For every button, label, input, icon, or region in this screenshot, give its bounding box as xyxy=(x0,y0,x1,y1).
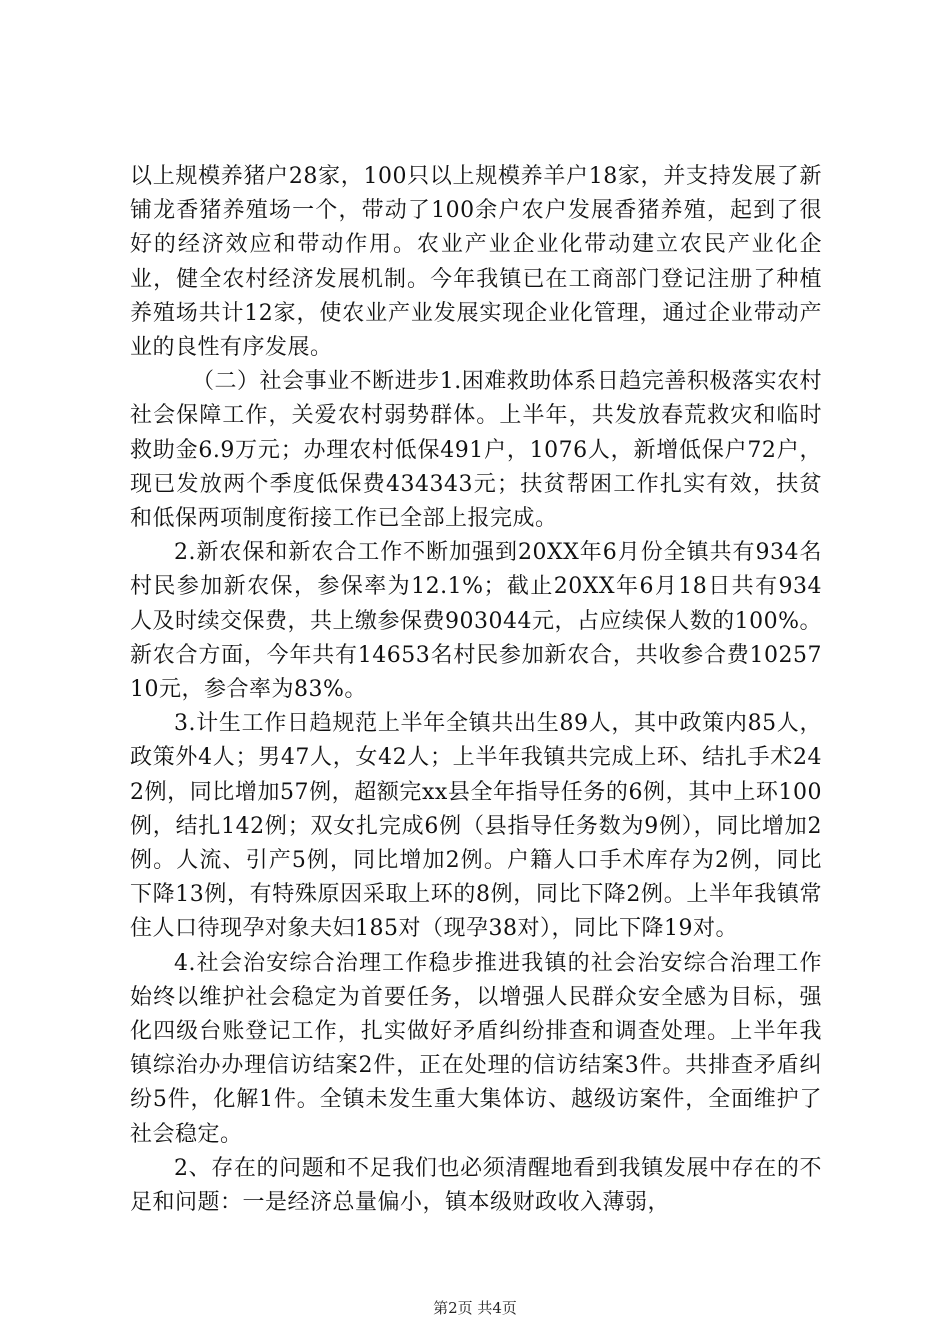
document-body xyxy=(130,160,822,1220)
paragraph-insurance: 2.新农保和新农合工作不断加强到20XX年6月份全镇共有934名村民参加新农保，参保率为12.1%；截止20XX年6月18日共有934人及时续交保费，共上缴参保费903044元，占应续保人数的100%。新农合方面，今年共有14653名村民参加新农合，共收参合费1025710元，参合率为83%。 xyxy=(130,540,822,703)
page-number-footer: 第2页 共4页 xyxy=(433,1299,517,1317)
paragraph-family-planning: 3.计生工作日趋规范上半年全镇共出生89人，其中政策内85人，政策外4人；男47人，女42人；上半年我镇共完成上环、结扎手术242例，同比增加57例，超额完xx县全年指导任务的6例，其中上环100例，结扎142例；双女扎完成6例（县指导任务数为9例），同比增加2例。人流、引产5例，同比增加2例。户籍人口手术库存为2例，同比下降13例，有特殊原因采取上环的8例，同比下降2例。上半年我镇常住人口待现孕对象夫妇185对（现孕38对），同比下降19对。 xyxy=(130,711,822,942)
paragraph-problems: 2、存在的问题和不足我们也必须清醒地看到我镇发展中存在的不足和问题：一是经济总量偏小，镇本级财政收入薄弱， xyxy=(130,1155,822,1216)
paragraph-public-security: 4.社会治安综合治理工作稳步推进我镇的社会治安综合治理工作始终以维护社会稳定为首要任务，以增强人民群众安全感为目标，强化四级台账登记工作，扎实做好矛盾纠纷排查和调查处理。上半年我镇综治办办理信访结案2件，正在处理的信访结案3件。共排查矛盾纠纷5件，化解1件。全镇未发生重大集体访、越级访案件，全面维护了社会稳定。 xyxy=(130,950,822,1147)
paragraph-livestock: 以上规模养猪户28家，100只以上规模养羊户18家，并支持发展了新铺龙香猪养殖场一个，带动了100余户农户发展香猪养殖，起到了很好的经济效应和带动作用。农业产业企业化带动建立农民产业化企业，健全农村经济发展机制。今年我镇已在工商部门登记注册了种植养殖场共计12家，使农业产业发展实现企业化管理，通过企业带动产业的良性有序发展。 xyxy=(130,164,822,361)
paragraph-social-affairs: （二）社会事业不断进步1.困难救助体系日趋完善积极落实农村社会保障工作，关爱农村弱势群体。上半年，共发放春荒救灾和临时救助金6.9万元；办理农村低保491户，1076人，新增低保户72户，现已发放两个季度低保费434343元；扶贫帮困工作扎实有效，扶贫和低保两项制度衔接工作已全部上报完成。 xyxy=(130,369,822,532)
